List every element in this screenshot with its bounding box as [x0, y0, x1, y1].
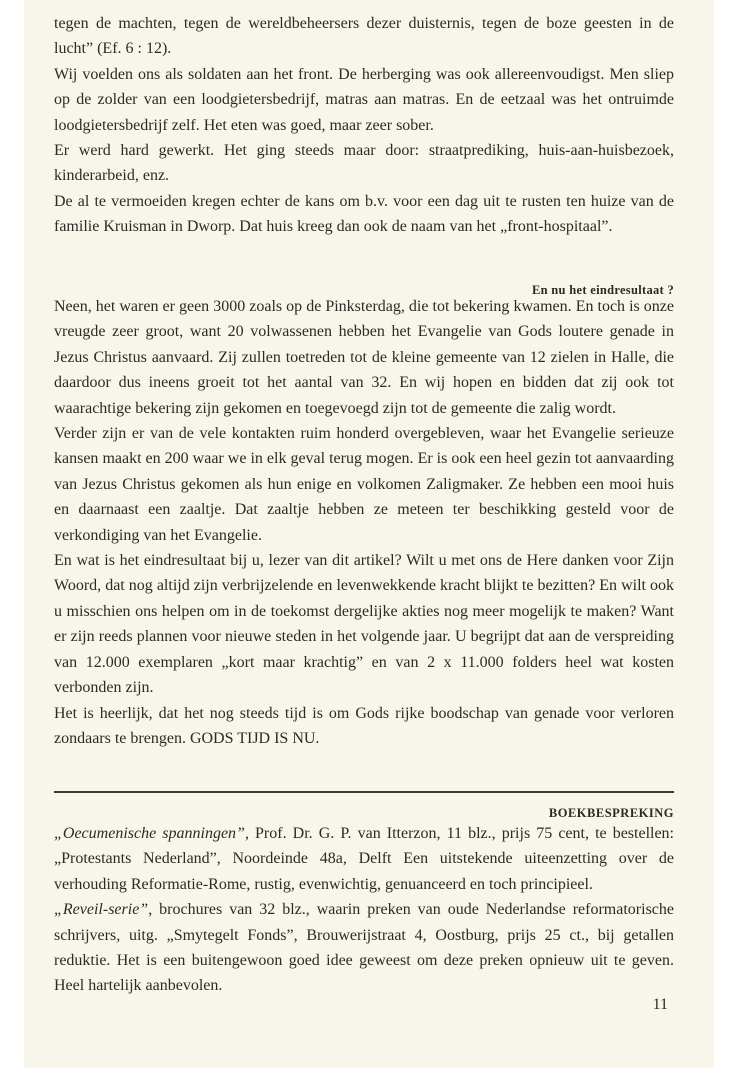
article-paragraph: En wat is het eindresultaat bij u, lezer van dit artikel? Wilt u met ons de Here danken voor Zijn Woord, dat nog altijd zijn verbrijzelende en levenwekkende kracht blijkt te bezitten? En wilt ook u misschien ons helpen om in de toekomst dergelijke akties nog meer mogelijk te maken? Want er zijn reeds plannen voor nieuwe steden in het volgende jaar. U begrijpt dat aan de verspreiding van 12.000 exemplaren „kort maar krachtig” en van 2 x 11.000 folders heel wat kosten verbonden zijn. — [54, 552, 674, 697]
article-paragraph: Het is heerlijk, dat het nog steeds tijd is om Gods rijke boodschap van genade voor verloren zondaars te brengen. GODS TIJD IS NU. — [54, 704, 674, 747]
article-subheading: En nu het eindresultaat ? — [531, 283, 674, 297]
section-divider — [54, 791, 674, 793]
article-paragraph: tegen de machten, tegen de wereldbeheersers dezer duisternis, tegen de boze geesten in de lucht” (Ef. 6 : 12). — [54, 15, 674, 58]
page-number: 11 — [652, 996, 668, 1013]
review-title: „Reveil-serie” — [54, 901, 149, 919]
review-item — [54, 897, 674, 999]
section-title-boekbespreking: BOEKBESPREKING — [548, 806, 674, 820]
article-body-bottom — [54, 294, 674, 751]
article-body-top — [54, 11, 674, 240]
review-body: , Prof. Dr. G. P. van Itterzon, 11 blz., prijs 75 cent, te bestellen: „Protestants Nederland”, Noordeinde 48a, Delft Een uitstekende uiteenzetting over de verhouding Reformatie-Rome, rustig, evenwichtig, genuanceerd en toch principieel. — [54, 825, 675, 893]
book-reviews — [54, 821, 674, 999]
article-paragraph: Neen, het waren er geen 3000 zoals op de Pinksterdag, die tot bekering kwamen. En toch is onze vreugde zeer groot, want 20 volwassenen hebben het Evangelie van Gods loutere genade in Jezus Christus aanvaard. Zij zullen toetreden tot de kleine gemeente van 12 zielen in Halle, die daardoor dus ineens groeit tot het aantal van 32. En wij hopen en bidden dat zij ook tot waarachtige bekering zijn gekomen en toegevoegd zijn tot de gemeente die zalig wordt. — [54, 298, 674, 417]
article-paragraph: Verder zijn er van de vele kontakten ruim honderd overgebleven, waar het Evangelie serieuze kansen maakt en 200 waar we in elk geval terug mogen. Er is ook een heel gezin tot aanvaarding van Jezus Christus gekomen als hun enige en volkomen Zaligmaker. Ze hebben een mooi huis en daarnaast een zaaltje. Dat zaaltje hebben ze meteen ter beschikking gesteld voor de verkondiging van het Evangelie. — [54, 425, 674, 544]
article-paragraph: Wij voelden ons als soldaten aan het front. De herberging was ook allereenvoudigst. Men sliep op de zolder van een loodgietersbedrijf, matras aan matras. En de eetzaal was het ontruimde loodgietersbedrijf zelf. Het eten was goed, maar zeer sober. — [54, 65, 674, 134]
review-title: „Oecumenische spanningen” — [54, 825, 245, 842]
article-paragraph: De al te vermoeiden kregen echter de kans om b.v. voor een dag uit te rusten ten huize van de familie Kruisman in Dworp. Dat huis kreeg dan ook de naam van het „front-hospitaal”. — [54, 192, 674, 236]
review-body: , brochures van 32 blz., waarin preken van oude Nederlandse reformatorische schrijvers, uitg. „Smytegelt Fonds”, Brouwerijstraat 4, Oostburg, prijs 25 ct., bij getallen reduktie. Het is een buitengewoon goed idee geweest om deze preken opnieuw uit te geven. Heel hartelijk aanbevolen. — [54, 901, 674, 995]
article-paragraph: Er werd hard gewerkt. Het ging steeds maar door: straatprediking, huis-aan-huisbezoek, kinderarbeid, enz. — [54, 142, 674, 185]
review-item — [54, 821, 674, 897]
